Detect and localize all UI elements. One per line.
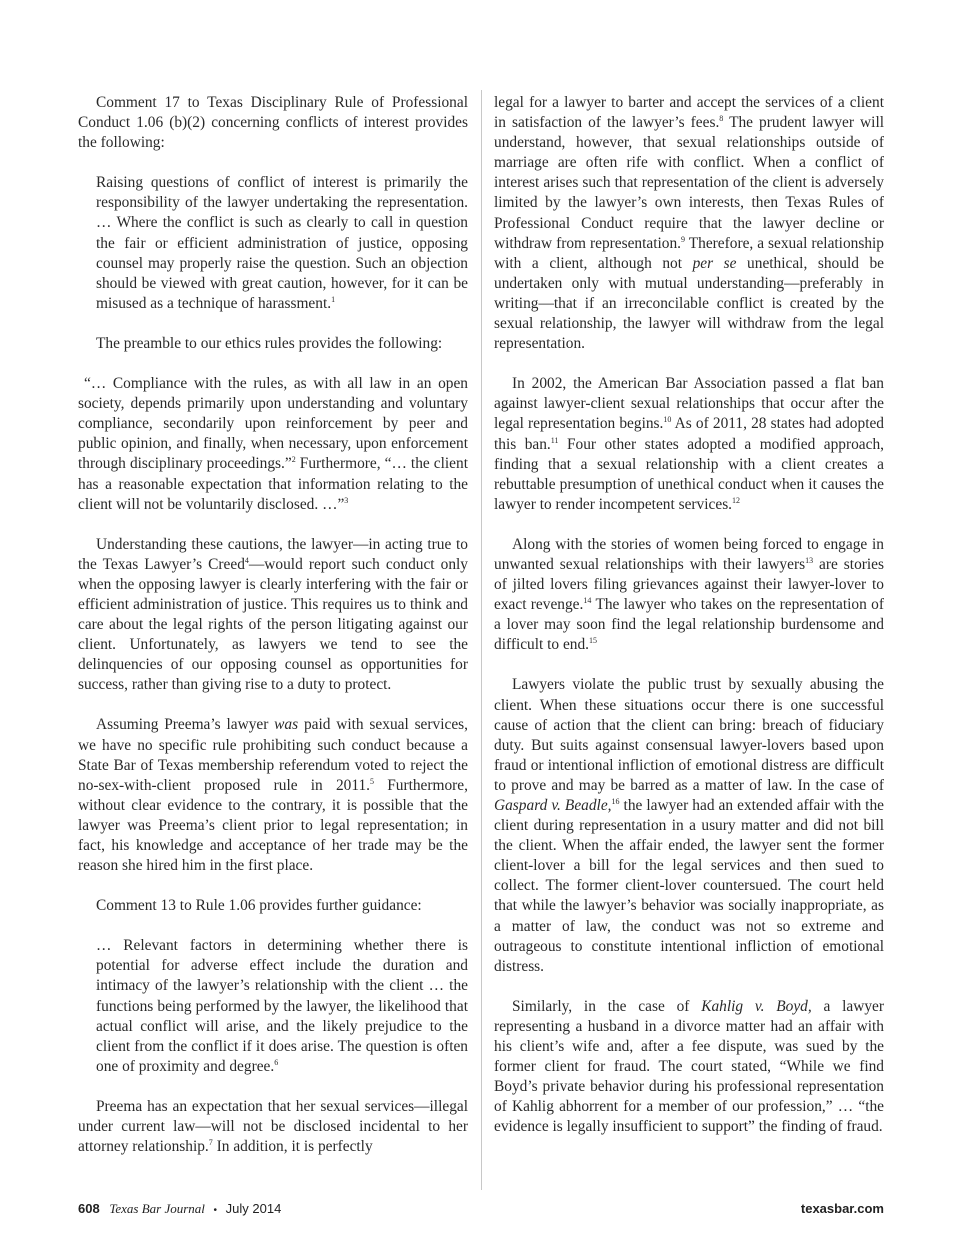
paragraph-barter: legal for a lawyer to barter and accept the services of a client in satisfaction of the lawyer’s fees.$^8$ The prudent lawyer will understand, however, that sexual relationships outside of marriage are often rife with conflict. When a conflict of interest arises such that representation of the client is adversely limited by the lawyer’s own interests, then Texas Rules of Professional Conduct require that the lawyer decline or withdraw from representation.$^9$ Therefore, a sexual relationship with a client, although not per se unethical, should be undertaken only with mutual understanding—preferably in writing—that if an irreconcilable conflict is created by the sexual relationship, the lawyer will withdraw from the legal representation. bbox=[494, 94, 885, 353]
footnote-ref: 16 bbox=[611, 796, 620, 806]
page-number: 608 bbox=[78, 1201, 100, 1216]
paragraph-preamble: The preamble to our ethics rules provides the following: bbox=[96, 334, 443, 352]
footnote-ref: 9 bbox=[681, 234, 686, 244]
footnote-ref: 3 bbox=[344, 495, 349, 505]
footnote-ref: 12 bbox=[732, 495, 741, 505]
issue-date: July 2014 bbox=[225, 1201, 282, 1216]
footnote-ref: 2 bbox=[291, 455, 296, 465]
paragraph-aba-2002: In 2002, the American Bar Association passed a flat ban against lawyer-client sexual relationships that occur after the legal representation begins.$^{10}$ As of 2011, 28 states had adopted this ban.$^{11}$ Four other states adopted a modified approach, finding that a sexual relationship with a client creates a rebuttable presumption of unethical conduct when it causes the lawyer to render incompetent services.$^{12}$ bbox=[494, 375, 884, 513]
right-column bbox=[494, 93, 884, 1138]
footnote-ref: 11 bbox=[550, 435, 559, 445]
website-link[interactable]: texasbar.com bbox=[800, 1201, 884, 1216]
bullet-separator: • bbox=[213, 1205, 218, 1216]
footnote-ref: 15 bbox=[589, 636, 598, 646]
footnote-ref: 4 bbox=[244, 555, 249, 565]
footnote-ref: 10 bbox=[663, 415, 672, 425]
footnote-ref: 6 bbox=[274, 1057, 279, 1067]
page-footer bbox=[78, 1201, 884, 1221]
case-name: Kahlig v. Boyd, bbox=[701, 997, 812, 1015]
column-divider bbox=[481, 90, 482, 1190]
paragraph-cautions: Understanding these cautions, the lawyer—in acting true to the Texas Lawyer’s Creed$^4$—would report such conduct only when the opposing lawyer is clearly interfering with the fair or efficient administration of justice. This requires us to think and care about the legal rights of the person litigating against our client. Unfortunately, as lawyers we tend to see the delinquencies of our opposing counsel as opportunities for success, rather than giving rise to a duty to protect. bbox=[78, 535, 468, 694]
quote-preamble: “… Compliance with the rules, as with all law in an open society, depends primarily upon understanding and voluntary compliance, secondarily upon reinforcement by peer and public opinion, and finally, when necessary, upon enforcement through disciplinary proceedings.”$^2$ Furthermore, “… the client has a reasonable expectation that information relating to the client will not be voluntarily disclosed. …”$^3$ bbox=[78, 375, 468, 513]
paragraph-comment-17: Comment 17 to Texas Disciplinary Rule of Professional Conduct 1.06 (b)(2) concerning conflicts of interest provides the following: bbox=[78, 94, 468, 152]
case-name: Gaspard v. Beadle, bbox=[494, 797, 612, 814]
footnote-ref: 5 bbox=[370, 776, 374, 786]
paragraph-assuming: Assuming Preema’s lawyer was paid with sexual services, we have no specific rule prohibiting such conduct because a State Bar of Texas membership referendum voted to reject the no-sex-with-client proposed rule in 2011.$^5$ Furthermore, without clear evidence to the contrary, it is possible that the lawyer was Preema’s client prior to legal representation; in fact, his knowledge and acceptance of her trade may be the reason she hired him in the first place. bbox=[78, 716, 468, 875]
journal-title: Texas Bar Journal bbox=[109, 1201, 205, 1216]
paragraph-expectation: Preema has an expectation that her sexual services—illegal under current law—will not be disclosed incidental to her attorney relationship.$^7$ In addition, it is perfectly bbox=[78, 1097, 468, 1156]
footnote-ref: 13 bbox=[805, 555, 814, 565]
footnote-ref: 8 bbox=[719, 113, 724, 123]
footnote-ref: 1 bbox=[331, 294, 336, 304]
paragraph-comment-13: Comment 13 to Rule 1.06 provides further guidance: bbox=[96, 897, 422, 915]
footnote-ref: 14 bbox=[583, 596, 592, 606]
block-quote-comment-17: Raising questions of conflict of interest is primarily the responsibility of the lawyer undertaking the representation. … Where the conflict is such as clearly to call in question the fair or efficient administration of justice, opposing counsel may properly raise the question. Such an objection should be viewed with great caution, however, for it can be misused as a technique of harassment.$^1$ bbox=[96, 174, 468, 312]
paragraph-stories: Along with the stories of women being forced to engage in unwanted sexual relationships with their lawyers$^{13}$ are stories of jilted lovers filing grievances against their lawyer-lover to exact revenge.$^{14}$ The lawyer who takes on the representation of a lover may soon find the legal relationship burdensome and difficult to end.$^{15}$ bbox=[494, 535, 884, 654]
left-column bbox=[78, 93, 468, 1157]
paragraph-kahlig: Similarly, in the case of Kahlig v. Boyd, a lawyer representing a husband in a divorce matter had an affair with his client’s wife and, after a fee dispute, was sued by the former client for fraud. The court stated, “While we find Boyd’s private behavior during his professional representation of Kahlig abhorrent for a member of our profession,” … “the evidence is legally insufficient to support” the finding of fraud. bbox=[494, 997, 885, 1136]
footnote-ref: 7 bbox=[208, 1138, 213, 1147]
paragraph-public-trust: Lawyers violate the public trust by sexually abusing the client. When these situations occur there is one successful cause of action that the client can bring: breach of fiduciary duty. But suits against consensual lawyer-lovers based upon fraud or intentional infliction of emotional distress are difficult to prove and may be barred as a matter of law. In the case of Gaspard v. Beadle,$^{16}$ the lawyer had an extended affair with the client during representation in a usury matter and did not bill the client. When the affair ended, the lawyer sent the former client-lover a bill for the legal services and then sued to collect. The former client-lover countersued. The court held that while the lawyer’s behavior was socially inappropriate, as a matter of law, the conduct was not so extreme and outrageous to constitute intentional infliction of emotional distress. bbox=[494, 676, 884, 975]
block-quote-comment-13: … Relevant factors in determining whether there is potential for adverse effect include the duration and intimacy of the lawyer’s relationship with the client … the functions being performed by the lawyer, the likelihood that actual conflict will arise, and the likely prejudice to the client from the conflict if it does arise. The question is often one of proximity and degree.$^6$ bbox=[96, 937, 468, 1075]
